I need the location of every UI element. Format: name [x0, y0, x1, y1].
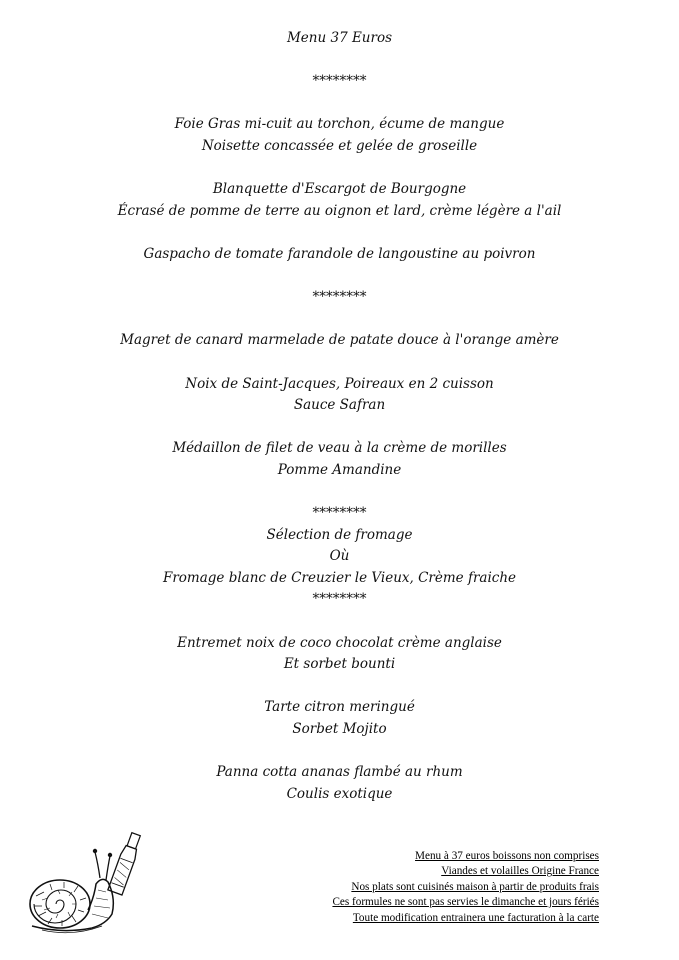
footer-note: Ces formules ne sont pas servies le dimanche et jours fériés [332, 896, 599, 909]
menu-spacer [0, 266, 679, 288]
menu-spacer [0, 50, 679, 72]
menu-separator: ******** [312, 591, 367, 608]
menu-item: Où [329, 548, 350, 565]
menu-item: Panna cotta ananas flambé au rhum [216, 764, 463, 781]
menu-item: Gaspacho de tomate farandole de langoustine au poivron [143, 245, 536, 262]
menu-spacer [0, 611, 679, 633]
menu-spacer [0, 158, 679, 180]
menu-title: Menu 37 Euros [286, 30, 393, 46]
menu-item: Magret de canard marmelade de patate douce à l'orange amère [120, 332, 559, 349]
menu-separator: ******** [312, 289, 367, 306]
menu-item: Sélection de fromage [266, 526, 413, 543]
menu-item: Sauce Safran [293, 397, 386, 414]
menu-item: Entremet noix de coco chocolat crème anglaise [177, 634, 502, 651]
snail-icon [22, 826, 147, 941]
footer-notes [332, 849, 599, 926]
menu-spacer [0, 93, 679, 115]
menu-item: Noisette concassée et gelée de groseille [201, 137, 478, 154]
menu-spacer [0, 222, 679, 244]
menu-item: Noix de Saint-Jacques, Poireaux en 2 cuisson [185, 375, 494, 392]
menu-body [0, 28, 679, 805]
menu-spacer [0, 481, 679, 503]
footer-note: Viandes et volailles Origine France [441, 865, 599, 878]
menu-item: Coulis exotique [286, 785, 393, 802]
menu-item: Écrasé de pomme de terre au oignon et lard, crème légère a l'ail [117, 202, 562, 219]
menu-separator: ******** [312, 505, 367, 522]
menu-spacer [0, 309, 679, 331]
menu-item: Médaillon de filet de veau à la crème de morilles [172, 440, 507, 457]
menu-item: Blanquette d'Escargot de Bourgogne [212, 181, 467, 198]
menu-item: Pomme Amandine [277, 461, 402, 478]
menu-spacer [0, 417, 679, 439]
footer-note: Menu à 37 euros boissons non comprises [415, 850, 599, 862]
menu-item: Et sorbet bounti [283, 656, 396, 673]
menu-item: Fromage blanc de Creuzier le Vieux, Crème fraiche [162, 569, 517, 586]
footer-note: Nos plats sont cuisinés maison à partir de produits frais [351, 880, 599, 893]
menu-separator: ******** [312, 73, 367, 90]
menu-spacer [0, 352, 679, 374]
menu-spacer [0, 676, 679, 698]
menu-item: Foie Gras mi-cuit au torchon, écume de mangue [174, 116, 505, 133]
menu-spacer [0, 741, 679, 763]
menu-item: Tarte citron meringué [264, 699, 415, 716]
footer-note: Toute modification entrainera une facturation à la carte [352, 911, 599, 924]
menu-item: Sorbet Mojito [292, 721, 387, 737]
